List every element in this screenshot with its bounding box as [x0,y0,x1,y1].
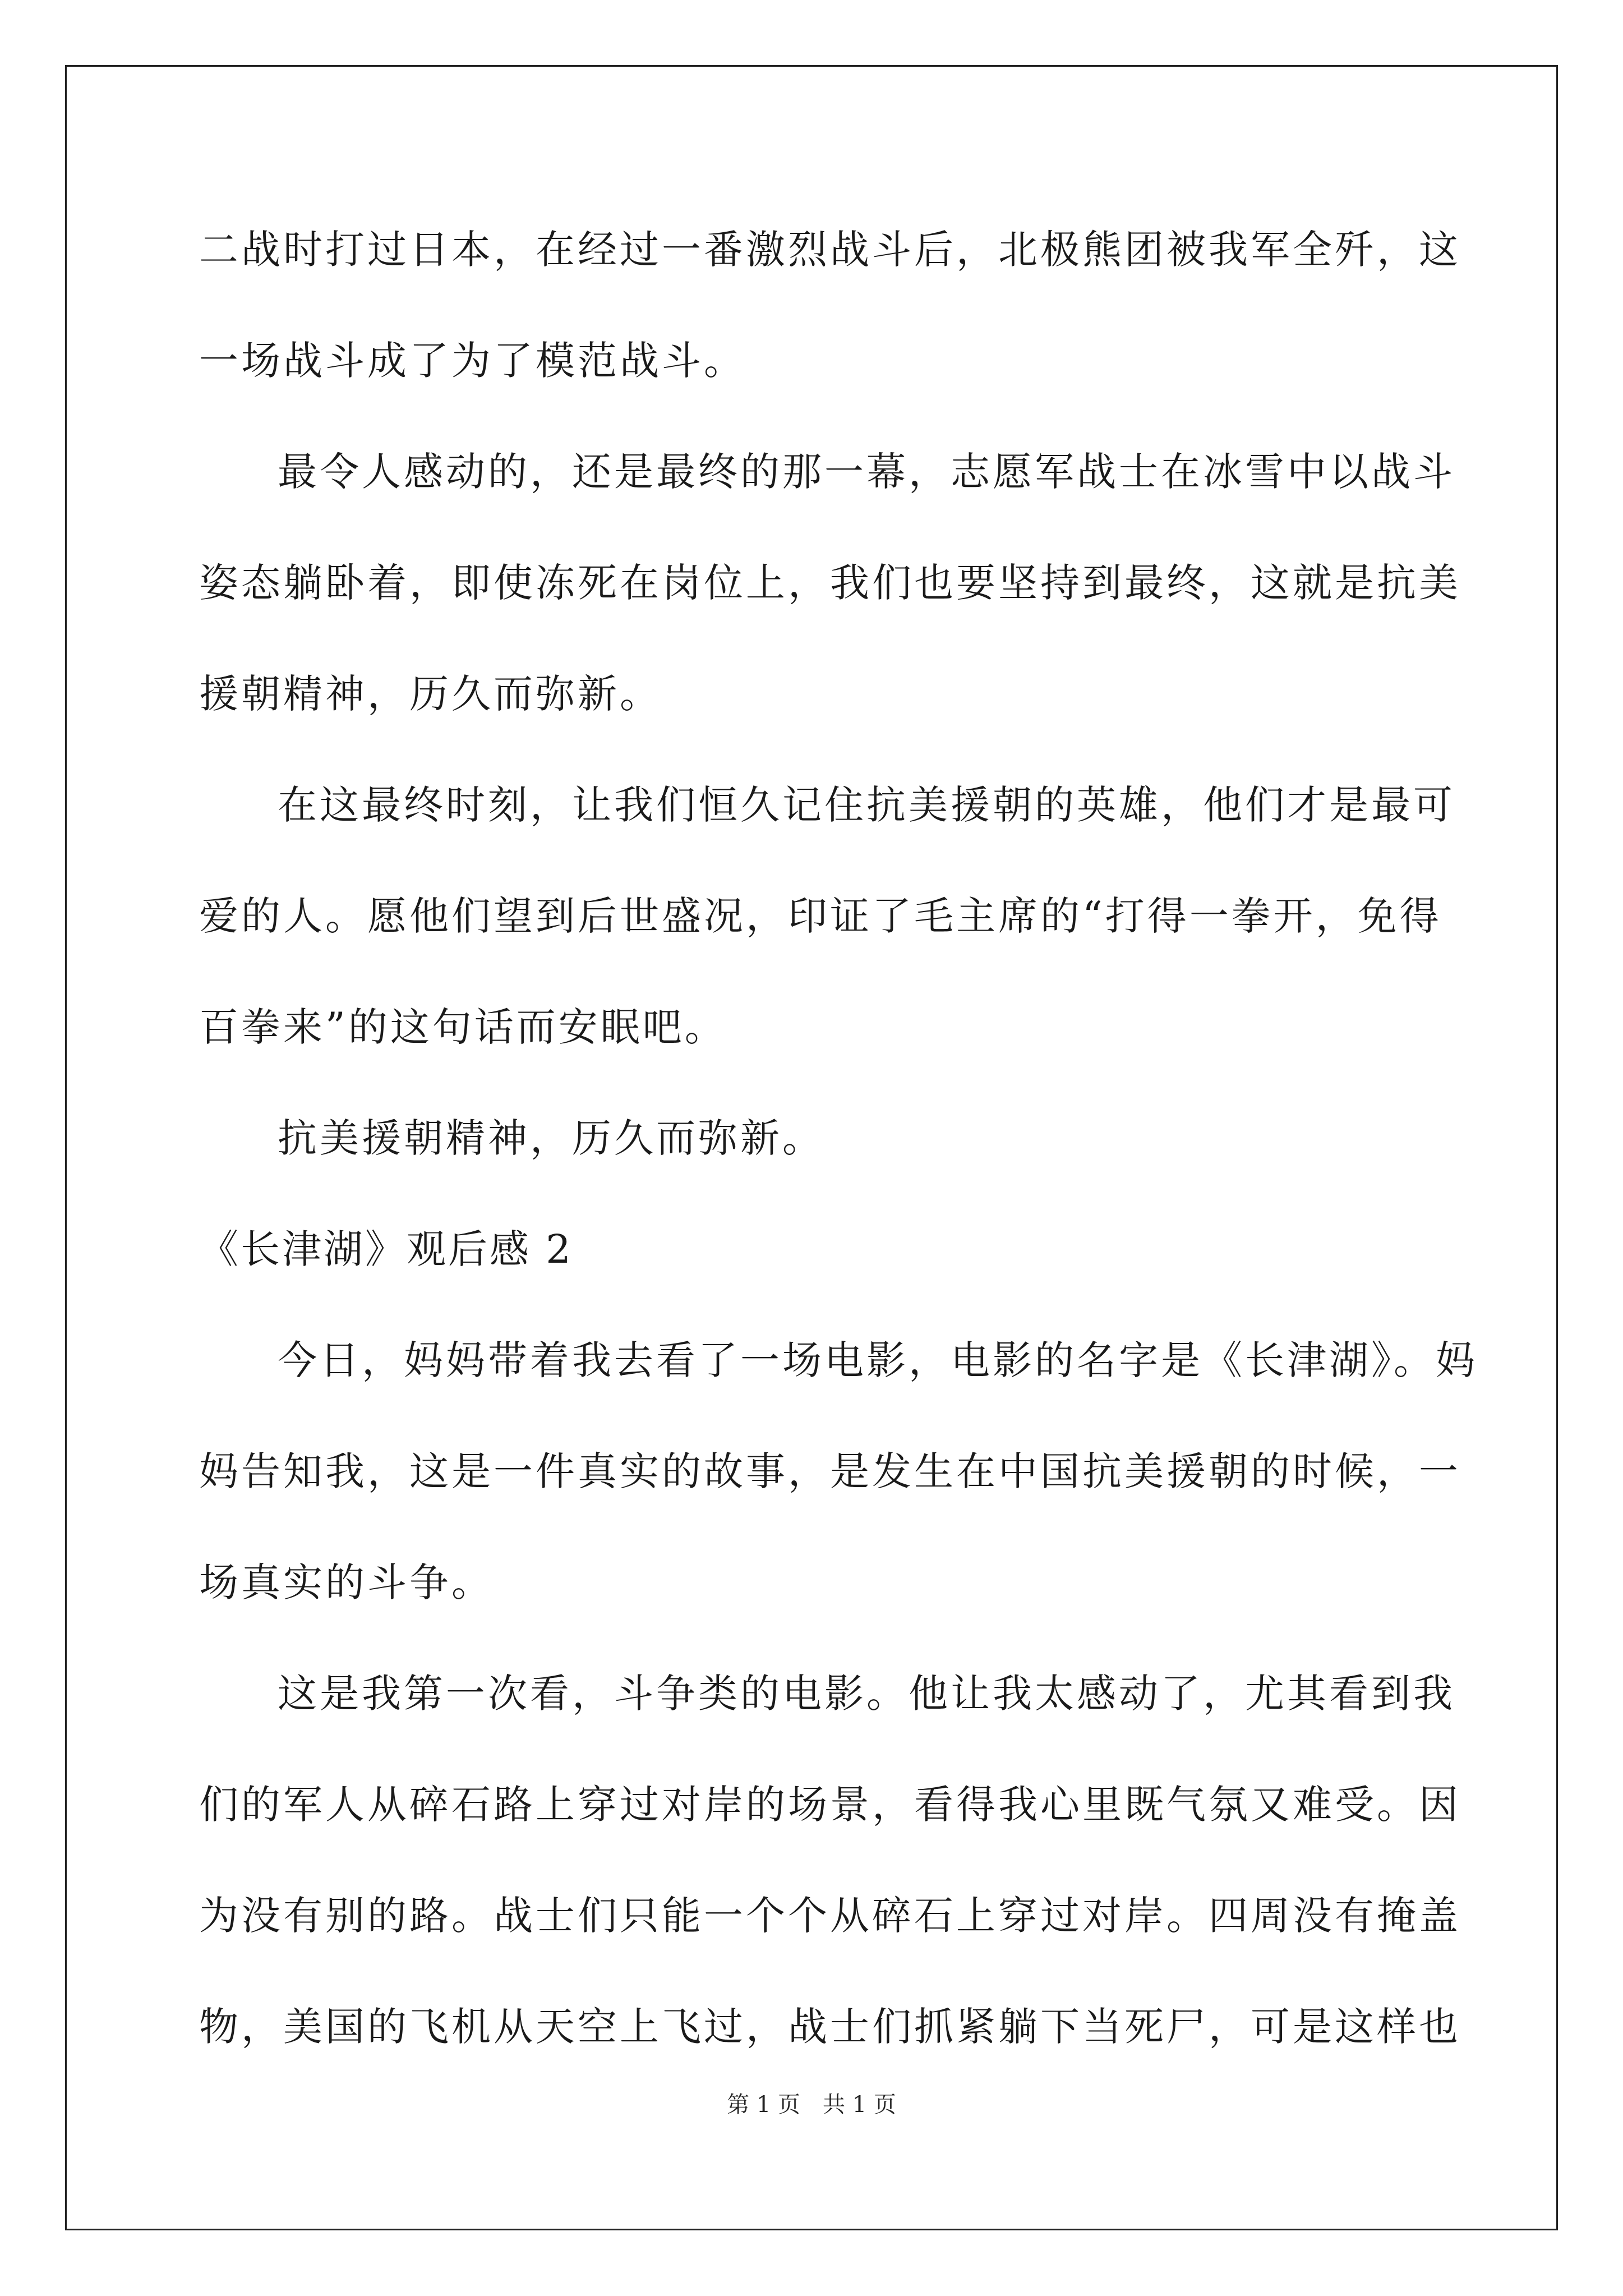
text-line: 物，美国的飞机从天空上飞过，战士们抓紧躺下当死尸，可是这样也 [199,2004,1461,2050]
paragraph-start: 抗美援朝精神，历久而弥新。 [278,1115,824,1161]
text-line: 百拳来”的这句话而安眠吧。 [199,1004,727,1050]
text-line: 妈告知我，这是一件真实的故事，是发生在中国抗美援朝的时候，一 [199,1448,1461,1494]
text-line: 二战时打过日本，在经过一番激烈战斗后，北极熊团被我军全歼，这 [199,227,1461,273]
paragraph-start: 今日，妈妈带着我去看了一场电影，电影的名字是《长津湖》。妈 [278,1337,1478,1383]
text-line: 们的军人从碎石路上穿过对岸的场景，看得我心里既气氛又难受。因 [199,1782,1461,1828]
text-line: 姿态躺卧着，即使冻死在岗位上，我们也要坚持到最终，这就是抗美 [199,560,1461,606]
paragraph-start: 在这最终时刻，让我们恒久记住抗美援朝的英雄，他们才是最可 [278,782,1455,828]
text-line: 爱的人。愿他们望到后世盛况，印证了毛主席的“打得一拳开，免得 [199,893,1442,939]
text-line: 一场战斗成了为了模范战斗。 [199,338,746,384]
section-heading: 《长津湖》观后感 2 [199,1226,573,1272]
document-body [199,202,1478,2090]
text-line: 援朝精神，历久而弥新。 [199,671,662,717]
paragraph-start: 这是我第一次看，斗争类的电影。他让我太感动了，尤其看到我 [278,1671,1455,1717]
page-number-footer: 第 1 页 共 1 页 [727,2092,896,2118]
paragraph-start: 最令人感动的，还是最终的那一幕，志愿军战士在冰雪中以战斗 [278,449,1455,495]
text-line: 场真实的斗争。 [199,1559,494,1605]
text-line: 为没有别的路。战士们只能一个个从碎石上穿过对岸。四周没有掩盖 [199,1893,1461,1939]
